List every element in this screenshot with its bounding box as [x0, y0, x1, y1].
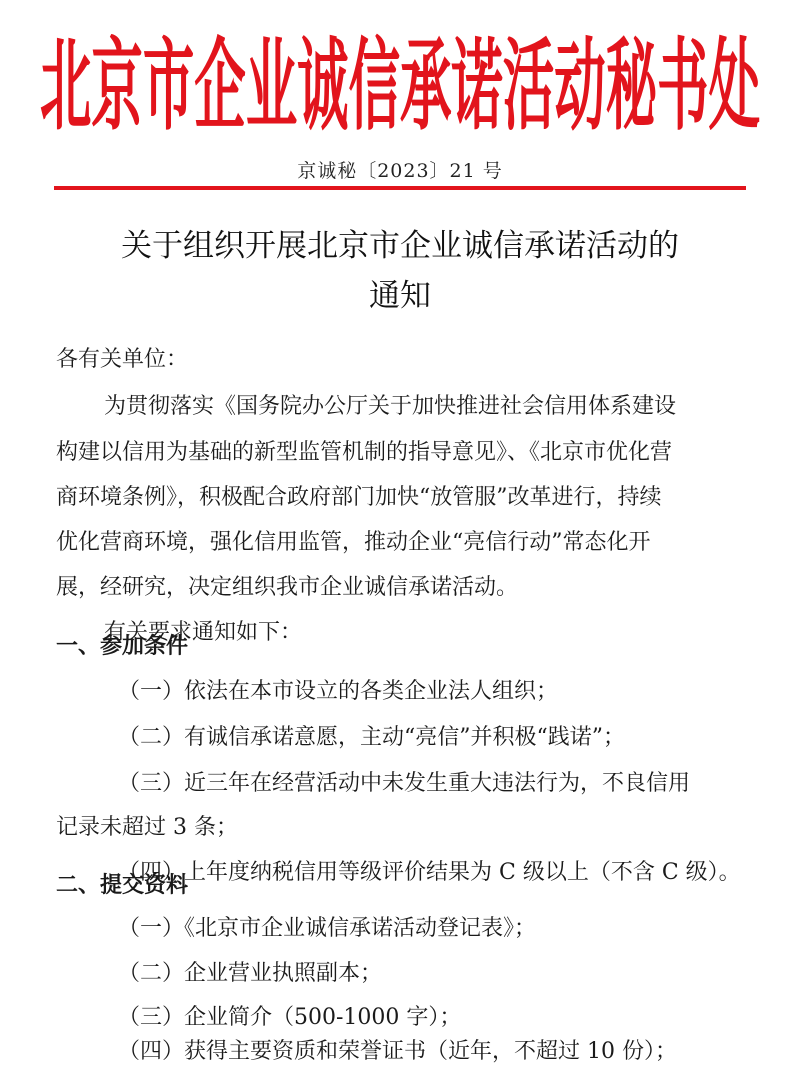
intro-line: 展，经研究，决定组织我市企业诚信承诺活动。	[56, 575, 519, 600]
condition-item: （二）有诚信承诺意愿，主动“亮信”并积极“践诺”；	[118, 725, 625, 750]
condition-item: （四）上年度纳税信用等级评价结果为 C 级以上（不含 C 级）。	[118, 860, 741, 885]
material-item: （一）《北京市企业诚信承诺活动登记表》；	[118, 916, 537, 941]
document-number: 京诚秘〔2023〕21 号	[297, 160, 503, 182]
material-item: （三）企业简介（500-1000 字）；	[118, 1005, 462, 1030]
material-item: （二）企业营业执照副本；	[118, 961, 383, 986]
condition-item: （三）近三年在经营活动中未发生重大违法行为，不良信用	[118, 771, 691, 796]
material-item: （四）获得主要资质和荣誉证书（近年，不超过 10 份）；	[118, 1039, 677, 1064]
intro-line: 构建以信用为基础的新型监管机制的指导意见》、《北京市优化营	[56, 440, 673, 465]
red-divider	[54, 186, 746, 190]
intro-line: 优化营商环境，强化信用监管，推动企业“亮信行动”常态化开	[56, 530, 651, 555]
section-heading: 一、参加条件	[56, 634, 189, 659]
title-line-2: 通知	[369, 278, 431, 314]
title-line-1: 关于组织开展北京市企业诚信承诺活动的	[121, 228, 679, 264]
salutation: 各有关单位：	[56, 347, 189, 372]
intro-line: 为贯彻落实《国务院办公厅关于加快推进社会信用体系建设	[104, 394, 677, 419]
issuer-name: 北京市企业诚信承诺活动秘书处	[40, 28, 760, 138]
condition-item-continued: 记录未超过 3 条；	[56, 815, 238, 840]
intro-line: 商环境条例》，积极配合政府部门加快“放管服”改革进行，持续	[56, 485, 662, 510]
condition-item: （一）依法在本市设立的各类企业法人组织；	[118, 679, 559, 704]
lead-sentence: 有关要求通知如下：	[104, 620, 303, 645]
section-heading: 二、提交资料	[56, 873, 189, 898]
issuer-header	[40, 18, 760, 138]
